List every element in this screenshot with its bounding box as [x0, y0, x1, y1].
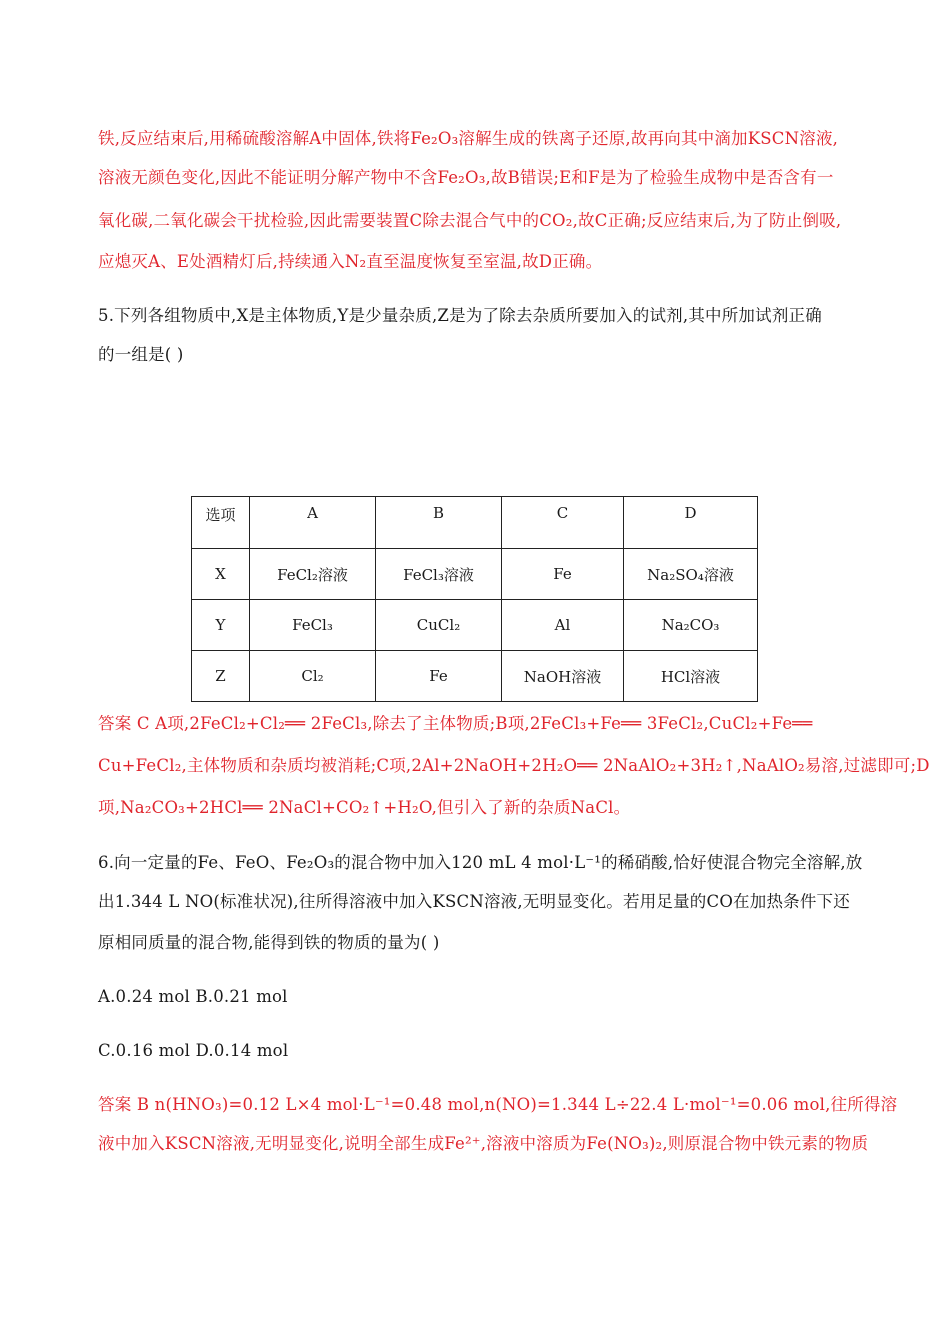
table-cell: CuCl₂: [376, 600, 502, 651]
table-cell: Na₂CO₃: [624, 600, 758, 651]
prev-answer-line-3: 氧化碳,二氧化碳会干扰检验,因此需要装置C除去混合气中的CO₂,故C正确;反应结束后,为了防止倒吸,: [98, 211, 842, 230]
q6-answer-line-2: 液中加入KSCN溶液,无明显变化,说明全部生成Fe²⁺,溶液中溶质为Fe(NO₃)₂,则原混合物中铁元素的物质: [98, 1134, 869, 1153]
table-cell: B: [376, 497, 502, 549]
q6-stem-line-2: 出1.344 L NO(标准状况),往所得溶液中加入KSCN溶液,无明显变化。若用足量的CO在加热条件下还: [98, 892, 850, 911]
table-cell: Al: [502, 600, 624, 651]
q6-stem-line-1: 6.向一定量的Fe、FeO、Fe₂O₃的混合物中加入120 mL 4 mol·L⁻¹的稀硝酸,恰好使混合物完全溶解,放: [98, 853, 863, 872]
q5-answer-line-2: Cu+FeCl₂,主体物质和杂质均被消耗;C项,2Al+2NaOH+2H₂O══ 2NaAlO₂+3H₂↑,NaAlO₂易溶,过滤即可;D: [98, 756, 930, 775]
table-cell: NaOH溶液: [502, 651, 624, 702]
prev-answer-line-4: 应熄灭A、E处酒精灯后,持续通入N₂直至温度恢复至室温,故D正确。: [98, 252, 603, 271]
table-cell: FeCl₂溶液: [250, 549, 376, 600]
table-cell: X: [192, 549, 250, 600]
q6-stem-line-3: 原相同质量的混合物,能得到铁的物质的量为( ): [98, 933, 440, 952]
table-row: [192, 600, 758, 651]
prev-answer-line-2: 溶液无颜色变化,因此不能证明分解产物中不含Fe₂O₃,故B错误;E和F是为了检验生成物中是否含有一: [98, 168, 834, 187]
prev-answer-line-1: 铁,反应结束后,用稀硫酸溶解A中固体,铁将Fe₂O₃溶解生成的铁离子还原,故再向其中滴加KSCN溶液,: [98, 129, 839, 148]
table-cell: C: [502, 497, 624, 549]
q5-options-table: [191, 496, 758, 702]
table-cell: Z: [192, 651, 250, 702]
table-cell: 选项: [192, 497, 250, 549]
q6-answer-line-1: 答案 B n(HNO₃)=0.12 L×4 mol·L⁻¹=0.48 mol,n(NO)=1.344 L÷22.4 L·mol⁻¹=0.06 mol,往所得溶: [98, 1095, 898, 1114]
table-cell: Y: [192, 600, 250, 651]
table-cell: FeCl₃: [250, 600, 376, 651]
table-cell: Na₂SO₄溶液: [624, 549, 758, 600]
q5-answer-line-1: 答案 C A项,2FeCl₂+Cl₂══ 2FeCl₃,除去了主体物质;B项,2FeCl₃+Fe══ 3FeCl₂,CuCl₂+Fe══: [98, 714, 813, 733]
table-cell: Fe: [502, 549, 624, 600]
q5-answer-line-3: 项,Na₂CO₃+2HCl══ 2NaCl+CO₂↑+H₂O,但引入了新的杂质NaCl。: [98, 798, 631, 817]
table-header-row: [192, 497, 758, 549]
table-cell: Cl₂: [250, 651, 376, 702]
table-row: [192, 549, 758, 600]
table-cell: Fe: [376, 651, 502, 702]
table-row: [192, 651, 758, 702]
q6-options-line-2: C.0.16 mol D.0.14 mol: [98, 1041, 289, 1060]
table-cell: HCl溶液: [624, 651, 758, 702]
q5-stem-line-2: 的一组是( ): [98, 345, 184, 364]
table-cell: A: [250, 497, 376, 549]
q6-options-line-1: A.0.24 mol B.0.21 mol: [98, 987, 288, 1006]
q5-stem-line-1: 5.下列各组物质中,X是主体物质,Y是少量杂质,Z是为了除去杂质所要加入的试剂,其中所加试剂正确: [98, 306, 822, 325]
table-cell: FeCl₃溶液: [376, 549, 502, 600]
table-cell: D: [624, 497, 758, 549]
